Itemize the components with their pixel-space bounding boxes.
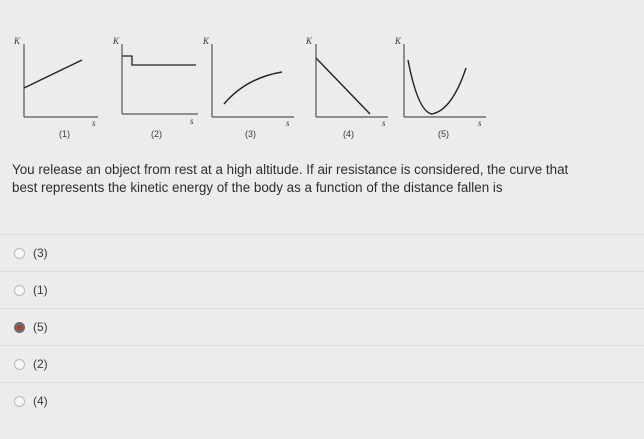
answer-option-label: (5) bbox=[33, 320, 48, 334]
graph-5-y-label: K bbox=[395, 36, 402, 46]
answer-option-label: (4) bbox=[33, 394, 48, 408]
question-text bbox=[12, 161, 640, 197]
question-line-2: best represents the kinetic energy of the body as a function of the distance fallen is bbox=[12, 180, 503, 195]
answer-option-label: (1) bbox=[33, 283, 48, 297]
answer-options bbox=[0, 234, 644, 419]
graph-3-x-label: s bbox=[286, 118, 290, 128]
answer-option-label: (2) bbox=[33, 357, 48, 371]
graph-4 bbox=[305, 36, 388, 139]
answer-option-3[interactable] bbox=[0, 308, 644, 345]
graph-2-curve bbox=[122, 56, 196, 65]
radio-button[interactable] bbox=[14, 248, 25, 259]
graph-3-y-label: K bbox=[203, 36, 210, 46]
radio-button[interactable] bbox=[14, 396, 25, 407]
graph-4-label: (4) bbox=[343, 129, 354, 139]
graph-1-x-label: s bbox=[92, 118, 96, 128]
graph-3-label: (3) bbox=[245, 129, 256, 139]
radio-button-selected[interactable] bbox=[14, 322, 25, 333]
answer-option-4[interactable] bbox=[0, 345, 644, 382]
radio-button[interactable] bbox=[14, 359, 25, 370]
graph-3 bbox=[202, 36, 294, 139]
answer-option-5[interactable] bbox=[0, 382, 644, 419]
graph-5-label: (5) bbox=[438, 129, 449, 139]
graph-4-x-label: s bbox=[382, 118, 386, 128]
graph-2-x-label: s bbox=[190, 116, 194, 126]
graph-3-curve bbox=[224, 72, 282, 104]
graph-4-y-label: K bbox=[306, 36, 313, 46]
radio-button[interactable] bbox=[14, 285, 25, 296]
graph-5 bbox=[394, 36, 486, 139]
graph-1-curve bbox=[24, 60, 82, 88]
question-line-1: You release an object from rest at a high altitude. If air resistance is considered, the curve that bbox=[12, 162, 569, 177]
graph-4-curve bbox=[316, 58, 370, 114]
graph-2-y-label: K bbox=[113, 36, 120, 46]
kinetic-energy-graphs bbox=[0, 0, 644, 150]
graph-2 bbox=[112, 36, 198, 139]
graph-2-label: (2) bbox=[151, 129, 162, 139]
graph-1-label: (1) bbox=[59, 129, 70, 139]
answer-option-1[interactable] bbox=[0, 234, 644, 271]
graph-1 bbox=[13, 36, 98, 139]
graph-5-x-label: s bbox=[478, 118, 482, 128]
graph-1-y-label: K bbox=[14, 36, 21, 46]
answer-option-2[interactable] bbox=[0, 271, 644, 308]
graph-5-curve bbox=[408, 60, 466, 114]
answer-option-label: (3) bbox=[33, 246, 48, 260]
graph-strip bbox=[0, 0, 644, 150]
